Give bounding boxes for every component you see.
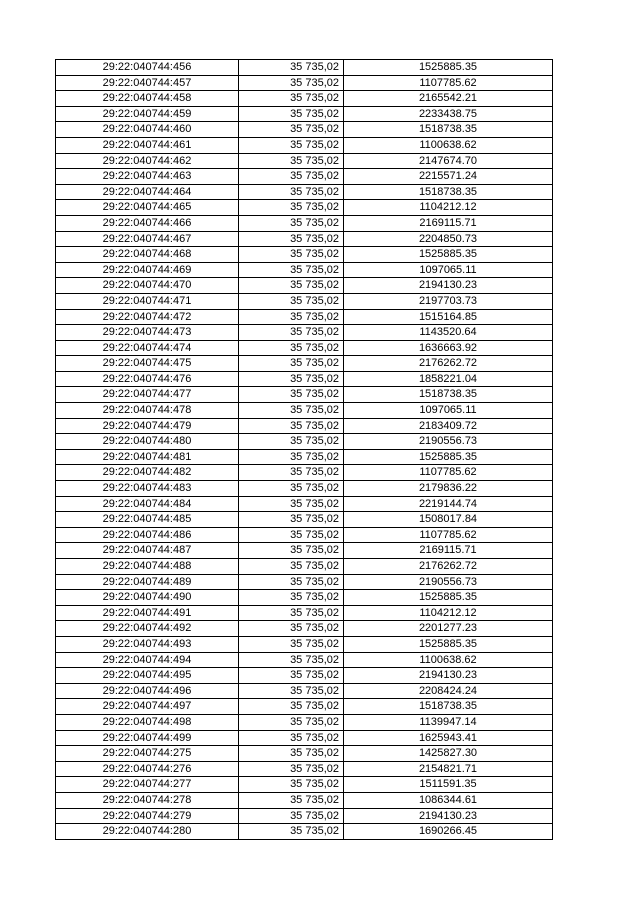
cadastral-number-cell: 29:22:040744:488 bbox=[56, 559, 239, 575]
cadastral-number-cell: 29:22:040744:484 bbox=[56, 496, 239, 512]
cadastral-number-cell: 29:22:040744:487 bbox=[56, 543, 239, 559]
area-cell: 35 735,02 bbox=[239, 636, 344, 652]
cadastral-number-cell: 29:22:040744:467 bbox=[56, 231, 239, 247]
cadastral-value-cell: 2194130.23 bbox=[344, 808, 553, 824]
cadastral-value-cell: 2194130.23 bbox=[344, 278, 553, 294]
area-cell: 35 735,02 bbox=[239, 559, 344, 575]
table-row bbox=[56, 668, 553, 684]
cadastral-number-cell: 29:22:040744:473 bbox=[56, 325, 239, 341]
area-cell: 35 735,02 bbox=[239, 543, 344, 559]
cadastral-value-cell: 1508017.84 bbox=[344, 512, 553, 528]
cadastral-value-cell: 1107785.62 bbox=[344, 465, 553, 481]
area-cell: 35 735,02 bbox=[239, 449, 344, 465]
cadastral-number-cell: 29:22:040744:486 bbox=[56, 527, 239, 543]
area-cell: 35 735,02 bbox=[239, 652, 344, 668]
cadastral-value-cell: 2190556.73 bbox=[344, 574, 553, 590]
area-cell: 35 735,02 bbox=[239, 91, 344, 107]
area-cell: 35 735,02 bbox=[239, 309, 344, 325]
table-row bbox=[56, 371, 553, 387]
area-cell: 35 735,02 bbox=[239, 137, 344, 153]
table-row bbox=[56, 559, 553, 575]
cadastral-number-cell: 29:22:040744:475 bbox=[56, 356, 239, 372]
cadastral-number-cell: 29:22:040744:494 bbox=[56, 652, 239, 668]
table-row bbox=[56, 481, 553, 497]
cadastral-number-cell: 29:22:040744:278 bbox=[56, 792, 239, 808]
cadastral-number-cell: 29:22:040744:483 bbox=[56, 481, 239, 497]
cadastral-value-cell: 1625943.41 bbox=[344, 730, 553, 746]
area-cell: 35 735,02 bbox=[239, 231, 344, 247]
cadastral-number-cell: 29:22:040744:276 bbox=[56, 761, 239, 777]
table-row bbox=[56, 293, 553, 309]
cadastral-value-cell: 1104212.12 bbox=[344, 605, 553, 621]
table-row bbox=[56, 309, 553, 325]
cadastral-value-cell: 2176262.72 bbox=[344, 559, 553, 575]
cadastral-value-cell: 2215571.24 bbox=[344, 169, 553, 185]
cadastral-number-cell: 29:22:040744:497 bbox=[56, 699, 239, 715]
table-row bbox=[56, 184, 553, 200]
cadastral-value-cell: 2201277.23 bbox=[344, 621, 553, 637]
area-cell: 35 735,02 bbox=[239, 792, 344, 808]
table-row bbox=[56, 683, 553, 699]
area-cell: 35 735,02 bbox=[239, 200, 344, 216]
cadastral-number-cell: 29:22:040744:458 bbox=[56, 91, 239, 107]
table-row bbox=[56, 746, 553, 762]
cadastral-value-cell: 1097065.11 bbox=[344, 403, 553, 419]
cadastral-number-cell: 29:22:040744:498 bbox=[56, 714, 239, 730]
area-cell: 35 735,02 bbox=[239, 247, 344, 263]
area-cell: 35 735,02 bbox=[239, 683, 344, 699]
cadastral-number-cell: 29:22:040744:457 bbox=[56, 75, 239, 91]
cadastral-value-cell: 1858221.04 bbox=[344, 371, 553, 387]
cadastral-value-cell: 1518738.35 bbox=[344, 184, 553, 200]
cadastral-value-cell: 2194130.23 bbox=[344, 668, 553, 684]
cadastral-value-cell: 1511591.35 bbox=[344, 777, 553, 793]
cadastral-value-cell: 1097065.11 bbox=[344, 262, 553, 278]
area-cell: 35 735,02 bbox=[239, 60, 344, 76]
cadastral-value-cell: 2208424.24 bbox=[344, 683, 553, 699]
table-row bbox=[56, 636, 553, 652]
area-cell: 35 735,02 bbox=[239, 403, 344, 419]
table-row bbox=[56, 574, 553, 590]
cadastral-number-cell: 29:22:040744:495 bbox=[56, 668, 239, 684]
table-body bbox=[56, 60, 553, 840]
table-row bbox=[56, 730, 553, 746]
cadastral-number-cell: 29:22:040744:463 bbox=[56, 169, 239, 185]
cadastral-number-cell: 29:22:040744:275 bbox=[56, 746, 239, 762]
table-row bbox=[56, 122, 553, 138]
table-row bbox=[56, 590, 553, 606]
cadastral-number-cell: 29:22:040744:493 bbox=[56, 636, 239, 652]
area-cell: 35 735,02 bbox=[239, 122, 344, 138]
cadastral-number-cell: 29:22:040744:491 bbox=[56, 605, 239, 621]
cadastral-value-cell: 1525885.35 bbox=[344, 590, 553, 606]
cadastral-number-cell: 29:22:040744:468 bbox=[56, 247, 239, 263]
cadastral-value-cell: 2204850.73 bbox=[344, 231, 553, 247]
area-cell: 35 735,02 bbox=[239, 434, 344, 450]
table-row bbox=[56, 824, 553, 840]
area-cell: 35 735,02 bbox=[239, 621, 344, 637]
cadastral-value-cell: 1525885.35 bbox=[344, 247, 553, 263]
cadastral-value-cell: 2190556.73 bbox=[344, 434, 553, 450]
cadastral-value-cell: 1690266.45 bbox=[344, 824, 553, 840]
cadastral-value-cell: 1143520.64 bbox=[344, 325, 553, 341]
cadastral-value-cell: 1525885.35 bbox=[344, 449, 553, 465]
table-row bbox=[56, 153, 553, 169]
table-row bbox=[56, 262, 553, 278]
table-row bbox=[56, 60, 553, 76]
area-cell: 35 735,02 bbox=[239, 824, 344, 840]
cadastral-value-cell: 1104212.12 bbox=[344, 200, 553, 216]
area-cell: 35 735,02 bbox=[239, 590, 344, 606]
cadastral-number-cell: 29:22:040744:496 bbox=[56, 683, 239, 699]
cadastral-number-cell: 29:22:040744:459 bbox=[56, 106, 239, 122]
area-cell: 35 735,02 bbox=[239, 418, 344, 434]
table-row bbox=[56, 699, 553, 715]
cadastral-value-cell: 2219144.74 bbox=[344, 496, 553, 512]
cadastral-value-cell: 2154821.71 bbox=[344, 761, 553, 777]
cadastral-number-cell: 29:22:040744:499 bbox=[56, 730, 239, 746]
table-row bbox=[56, 496, 553, 512]
cadastral-value-cell: 1100638.62 bbox=[344, 652, 553, 668]
table-row bbox=[56, 325, 553, 341]
table-row bbox=[56, 387, 553, 403]
cadastral-value-cell: 2169115.71 bbox=[344, 215, 553, 231]
cadastral-value-cell: 1107785.62 bbox=[344, 527, 553, 543]
table-row bbox=[56, 808, 553, 824]
cadastral-number-cell: 29:22:040744:485 bbox=[56, 512, 239, 528]
cadastral-number-cell: 29:22:040744:490 bbox=[56, 590, 239, 606]
table-row bbox=[56, 512, 553, 528]
area-cell: 35 735,02 bbox=[239, 481, 344, 497]
table-row bbox=[56, 137, 553, 153]
table-row bbox=[56, 278, 553, 294]
table-row bbox=[56, 403, 553, 419]
area-cell: 35 735,02 bbox=[239, 761, 344, 777]
area-cell: 35 735,02 bbox=[239, 340, 344, 356]
table-row bbox=[56, 449, 553, 465]
cadastral-value-cell: 1086344.61 bbox=[344, 792, 553, 808]
cadastral-value-cell: 2233438.75 bbox=[344, 106, 553, 122]
cadastral-value-cell: 2197703.73 bbox=[344, 293, 553, 309]
area-cell: 35 735,02 bbox=[239, 262, 344, 278]
area-cell: 35 735,02 bbox=[239, 527, 344, 543]
table-row bbox=[56, 465, 553, 481]
cadastral-value-cell: 1139947.14 bbox=[344, 714, 553, 730]
table-row bbox=[56, 621, 553, 637]
cadastral-value-cell: 2179836.22 bbox=[344, 481, 553, 497]
cadastral-number-cell: 29:22:040744:466 bbox=[56, 215, 239, 231]
cadastral-number-cell: 29:22:040744:479 bbox=[56, 418, 239, 434]
table-row bbox=[56, 777, 553, 793]
table-row bbox=[56, 434, 553, 450]
cadastral-value-cell: 1515164.85 bbox=[344, 309, 553, 325]
area-cell: 35 735,02 bbox=[239, 605, 344, 621]
cadastral-number-cell: 29:22:040744:280 bbox=[56, 824, 239, 840]
cadastral-value-cell: 2176262.72 bbox=[344, 356, 553, 372]
cadastral-value-cell: 1425827.30 bbox=[344, 746, 553, 762]
cadastral-number-cell: 29:22:040744:492 bbox=[56, 621, 239, 637]
cadastral-number-cell: 29:22:040744:477 bbox=[56, 387, 239, 403]
cadastral-value-cell: 1518738.35 bbox=[344, 122, 553, 138]
cadastral-number-cell: 29:22:040744:474 bbox=[56, 340, 239, 356]
area-cell: 35 735,02 bbox=[239, 714, 344, 730]
cadastral-number-cell: 29:22:040744:462 bbox=[56, 153, 239, 169]
table-row bbox=[56, 106, 553, 122]
table-row bbox=[56, 652, 553, 668]
table-row bbox=[56, 543, 553, 559]
cadastral-value-cell: 1525885.35 bbox=[344, 636, 553, 652]
cadastral-number-cell: 29:22:040744:465 bbox=[56, 200, 239, 216]
area-cell: 35 735,02 bbox=[239, 293, 344, 309]
cadastral-number-cell: 29:22:040744:460 bbox=[56, 122, 239, 138]
table-row bbox=[56, 169, 553, 185]
cadastral-number-cell: 29:22:040744:476 bbox=[56, 371, 239, 387]
cadastral-number-cell: 29:22:040744:456 bbox=[56, 60, 239, 76]
cadastral-number-cell: 29:22:040744:470 bbox=[56, 278, 239, 294]
table-row bbox=[56, 714, 553, 730]
area-cell: 35 735,02 bbox=[239, 808, 344, 824]
cadastral-value-cell: 1100638.62 bbox=[344, 137, 553, 153]
table-row bbox=[56, 418, 553, 434]
table-row bbox=[56, 792, 553, 808]
table-row bbox=[56, 527, 553, 543]
cadastral-value-cell: 2165542.21 bbox=[344, 91, 553, 107]
cadastral-number-cell: 29:22:040744:279 bbox=[56, 808, 239, 824]
area-cell: 35 735,02 bbox=[239, 777, 344, 793]
cadastral-number-cell: 29:22:040744:469 bbox=[56, 262, 239, 278]
area-cell: 35 735,02 bbox=[239, 496, 344, 512]
cadastral-value-table bbox=[55, 59, 553, 840]
table-row bbox=[56, 200, 553, 216]
cadastral-number-cell: 29:22:040744:480 bbox=[56, 434, 239, 450]
cadastral-value-cell: 1518738.35 bbox=[344, 699, 553, 715]
table-row bbox=[56, 91, 553, 107]
cadastral-value-cell: 1636663.92 bbox=[344, 340, 553, 356]
area-cell: 35 735,02 bbox=[239, 668, 344, 684]
area-cell: 35 735,02 bbox=[239, 75, 344, 91]
cadastral-number-cell: 29:22:040744:489 bbox=[56, 574, 239, 590]
cadastral-number-cell: 29:22:040744:481 bbox=[56, 449, 239, 465]
area-cell: 35 735,02 bbox=[239, 371, 344, 387]
area-cell: 35 735,02 bbox=[239, 699, 344, 715]
area-cell: 35 735,02 bbox=[239, 153, 344, 169]
area-cell: 35 735,02 bbox=[239, 465, 344, 481]
area-cell: 35 735,02 bbox=[239, 574, 344, 590]
area-cell: 35 735,02 bbox=[239, 325, 344, 341]
cadastral-number-cell: 29:22:040744:471 bbox=[56, 293, 239, 309]
cadastral-number-cell: 29:22:040744:482 bbox=[56, 465, 239, 481]
cadastral-value-cell: 1525885.35 bbox=[344, 60, 553, 76]
cadastral-number-cell: 29:22:040744:277 bbox=[56, 777, 239, 793]
area-cell: 35 735,02 bbox=[239, 746, 344, 762]
table-row bbox=[56, 231, 553, 247]
table-row bbox=[56, 247, 553, 263]
area-cell: 35 735,02 bbox=[239, 106, 344, 122]
area-cell: 35 735,02 bbox=[239, 215, 344, 231]
cadastral-value-cell: 1107785.62 bbox=[344, 75, 553, 91]
table-row bbox=[56, 75, 553, 91]
area-cell: 35 735,02 bbox=[239, 184, 344, 200]
table-row bbox=[56, 761, 553, 777]
table-row bbox=[56, 356, 553, 372]
area-cell: 35 735,02 bbox=[239, 169, 344, 185]
table-row bbox=[56, 215, 553, 231]
cadastral-value-cell: 2183409.72 bbox=[344, 418, 553, 434]
cadastral-value-cell: 1518738.35 bbox=[344, 387, 553, 403]
area-cell: 35 735,02 bbox=[239, 730, 344, 746]
cadastral-number-cell: 29:22:040744:472 bbox=[56, 309, 239, 325]
area-cell: 35 735,02 bbox=[239, 278, 344, 294]
cadastral-number-cell: 29:22:040744:461 bbox=[56, 137, 239, 153]
table-row bbox=[56, 340, 553, 356]
cadastral-value-cell: 2169115.71 bbox=[344, 543, 553, 559]
area-cell: 35 735,02 bbox=[239, 387, 344, 403]
area-cell: 35 735,02 bbox=[239, 356, 344, 372]
area-cell: 35 735,02 bbox=[239, 512, 344, 528]
table-row bbox=[56, 605, 553, 621]
cadastral-number-cell: 29:22:040744:478 bbox=[56, 403, 239, 419]
cadastral-value-cell: 2147674.70 bbox=[344, 153, 553, 169]
cadastral-number-cell: 29:22:040744:464 bbox=[56, 184, 239, 200]
